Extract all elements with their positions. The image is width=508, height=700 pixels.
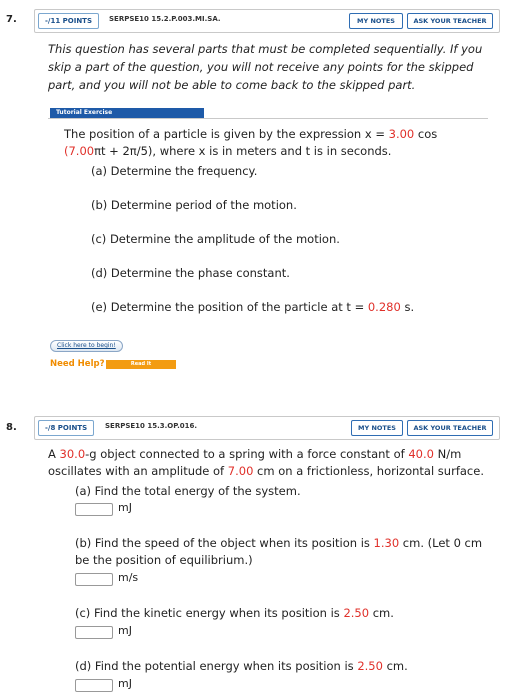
tutorial-label: Tutorial Exercise xyxy=(50,108,204,118)
question-code: SERPSE10 15.3.OP.016. xyxy=(105,422,198,430)
need-help-label: Need Help? xyxy=(50,359,105,369)
question-number: 7. xyxy=(6,14,17,25)
my-notes-button[interactable]: MY NOTES xyxy=(349,13,403,29)
part-a: (a) Determine the frequency. xyxy=(91,164,258,178)
unit-label: mJ xyxy=(118,677,132,690)
part-d: (d) Determine the phase constant. xyxy=(91,266,290,280)
answer-input-c[interactable] xyxy=(75,626,113,639)
ask-teacher-button[interactable]: ASK YOUR TEACHER xyxy=(407,13,493,29)
ask-teacher-button[interactable]: ASK YOUR TEACHER xyxy=(407,420,493,436)
answer-input-d[interactable] xyxy=(75,679,113,692)
question-header xyxy=(34,9,500,33)
unit-label: mJ xyxy=(118,501,132,514)
sequential-notice: This question has several parts that must be completed sequentially. If you skip a part of the question, you will not receive any points for the skipped part, and you will not be able to come back to the skipped part. xyxy=(48,42,483,92)
begin-button[interactable]: Click here to begin! xyxy=(50,340,123,352)
points-badge: -/8 POINTS xyxy=(38,420,94,436)
read-it-button[interactable]: Read It xyxy=(106,360,176,369)
my-notes-button[interactable]: MY NOTES xyxy=(351,420,403,436)
problem-statement: The position of a particle is given by the expression x = 3.00 cos (7.00πt + 2π/5), where x is in meters and t is in seconds. xyxy=(64,127,438,158)
divider xyxy=(48,118,488,119)
answer-input-b[interactable] xyxy=(75,573,113,586)
points-badge: -/11 POINTS xyxy=(38,13,99,29)
question-code: SERPSE10 15.2.P.003.MI.SA. xyxy=(109,15,221,23)
part-b: (b) Determine period of the motion. xyxy=(91,198,297,212)
part-e: (e) Determine the position of the particle at t = 0.280 s. xyxy=(91,300,415,314)
unit-label: m/s xyxy=(118,571,139,584)
part-c: (c) Determine the amplitude of the motion. xyxy=(91,232,340,246)
part-d: (d) Find the potential energy when its position is 2.50 cm. xyxy=(75,659,408,673)
part-b: (b) Find the speed of the object when its position is 1.30 cm. (Let 0 cm be the position of equilibrium.) xyxy=(75,536,483,567)
problem-statement: A 30.0-g object connected to a spring with a force constant of 40.0 N/m oscillates with an amplitude of 7.00 cm on a frictionless, horizontal surface. xyxy=(48,447,484,478)
answer-input-a[interactable] xyxy=(75,503,113,516)
question-number: 8. xyxy=(6,422,17,433)
question-header xyxy=(34,416,500,440)
unit-label: mJ xyxy=(118,624,132,637)
part-c: (c) Find the kinetic energy when its position is 2.50 cm. xyxy=(75,606,394,620)
part-a: (a) Find the total energy of the system. xyxy=(75,484,301,498)
